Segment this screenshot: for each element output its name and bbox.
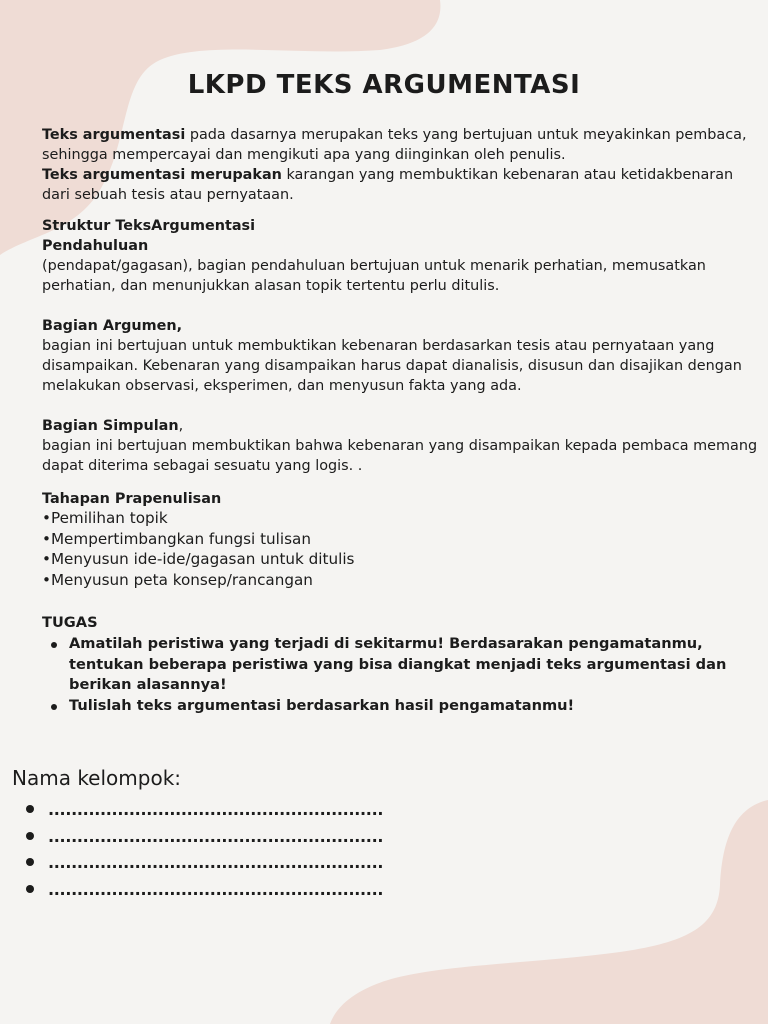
simpulan-title: Bagian Simpulan [42, 418, 179, 434]
tugas-item-text: Tulislah teks argumentasi berdasarkan hasil pengamatanmu! [69, 696, 575, 714]
list-item: •Menyusun ide-ide/gagasan untuk ditulis [42, 550, 355, 568]
intro-text-1: pada dasarnya merupakan teks yang bertujuan untuk meyakinkan pembaca, sehingga mempercayai dan mengikuti apa yang diinginkan oleh penulis. [42, 127, 747, 163]
list-item: •Pemilihan topik [42, 509, 168, 527]
prapenulisan-heading: Tahapan Prapenulisan [42, 491, 222, 507]
list-item [42, 634, 732, 696]
name-line[interactable] [26, 797, 383, 824]
argumen-section [42, 316, 758, 396]
simpulan-comma: , [178, 418, 184, 434]
bullet-icon [26, 805, 34, 813]
bullet-icon [51, 642, 57, 648]
pendahuluan-text: (pendapat/gagasan), bagian pendahuluan bertujuan untuk menarik perhatian, memusatkan perhatian, dan menunjukkan alasan topik tertentu perlu ditulis. [42, 258, 706, 294]
name-line-dots: .......................................................... [48, 853, 384, 872]
list-item: •Menyusun peta konsep/rancangan [42, 570, 313, 589]
bullet-icon [26, 832, 34, 840]
argumen-title: Bagian Argumen, [42, 318, 183, 334]
prapenulisan-heading-wrap [42, 489, 758, 509]
simpulan-section [42, 416, 758, 476]
tugas-item-text: Amatilah peristiwa yang terjadi di sekitarmu! Berdasarakan pengamatanmu, tentukan beberapa peristiwa yang bisa diangkat menjadi teks argumentasi dan berikan alasannya! [69, 635, 727, 693]
list-item [42, 696, 732, 717]
simpulan-text: bagian ini bertujuan membuktikan bahwa kebenaran yang disampaikan kepada pembaca memang dapat diterima sebagai sesuatu yang logis. . [42, 438, 758, 474]
name-line[interactable] [26, 877, 383, 904]
bullet-icon [26, 858, 34, 866]
structure-section [42, 216, 758, 296]
bullet-icon [51, 704, 57, 710]
argumen-text: bagian ini bertujuan untuk membuktikan kebenaran berdasarkan tesis atau pernyataan yang disampaikan. Kebenaran yang disampaikan harus dapat dianalisis, disusun dan disajikan dengan melakukan observasi, eksperimen, dan menyusun fakta yang ada. [42, 338, 742, 394]
intro-term-2: Teks argumentasi merupakan [42, 167, 282, 183]
list-item: •Mempertimbangkan fungsi tulisan [42, 529, 311, 548]
name-line[interactable] [26, 850, 383, 877]
tugas-list [42, 634, 732, 716]
page-title: LKPD TEKS ARGUMENTASI [187, 70, 581, 100]
prapenulisan-list [42, 508, 354, 590]
nama-kelompok-list [26, 797, 383, 903]
name-line-dots: .......................................................... [48, 800, 384, 819]
name-line-dots: .......................................................... [48, 826, 384, 846]
name-line-dots: .......................................................... [48, 879, 384, 899]
structure-heading: Struktur TeksArgumentasi [42, 218, 256, 234]
intro-term-1: Teks argumentasi [42, 127, 186, 143]
bullet-icon [26, 885, 34, 893]
tugas-heading: TUGAS [42, 614, 98, 631]
name-line[interactable] [26, 824, 383, 851]
intro-paragraph [42, 125, 758, 205]
pendahuluan-title: Pendahuluan [42, 238, 149, 254]
intro-text-2: karangan yang membuktikan kebenaran atau ketidakbenaran dari sebuah tesis atau pernyataan. [42, 167, 734, 203]
nama-kelompok-label: Nama kelompok: [12, 766, 182, 790]
